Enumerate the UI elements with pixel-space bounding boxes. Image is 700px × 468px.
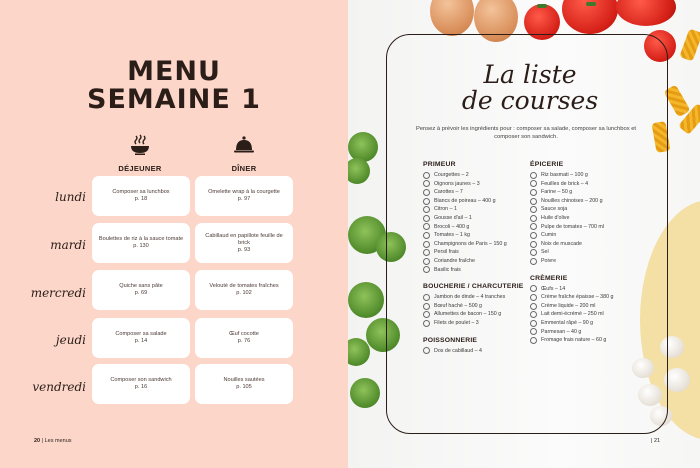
meal-card-mercredi-dejeuner — [92, 270, 190, 310]
folio-separator: | — [40, 438, 45, 444]
checkbox-icon[interactable] — [530, 311, 537, 318]
menu-title — [0, 58, 348, 114]
meal-page: p. 97 — [237, 196, 251, 202]
folio-section: Les menus — [44, 438, 72, 444]
checkbox-icon[interactable] — [530, 303, 537, 310]
checkbox-icon[interactable] — [423, 223, 430, 230]
section-heading: CRÈMERIE — [530, 274, 568, 282]
list-item[interactable]: Nouilles chinoises – 200 g — [530, 197, 642, 206]
checkbox-icon[interactable] — [423, 198, 430, 205]
meal-page: p. 16 — [134, 384, 148, 390]
meal-name: Boulettes de riz à la sauce tomate — [98, 236, 184, 242]
checkbox-icon[interactable] — [530, 198, 537, 205]
meal-name: Omelette wrap à la courgette — [208, 189, 280, 195]
checkbox-icon[interactable] — [423, 347, 430, 354]
steaming-bowl-icon — [129, 134, 151, 156]
checkbox-icon[interactable] — [530, 172, 537, 179]
checkbox-icon[interactable] — [423, 249, 430, 256]
list-item[interactable]: Crème fraîche épaisse – 380 g — [530, 293, 642, 302]
section-heading: ÉPICERIE — [530, 161, 564, 168]
checkbox-icon[interactable] — [423, 311, 430, 318]
section-heading: PRIMEUR — [423, 161, 456, 168]
checkbox-icon[interactable] — [530, 241, 537, 248]
list-item[interactable]: Riz basmati – 100 g — [530, 171, 642, 180]
list-item[interactable]: Huile d'olive — [530, 214, 642, 223]
meal-page: p. 18 — [134, 196, 148, 202]
meal-card-lundi-diner — [195, 176, 293, 216]
list-item[interactable]: Pulpe de tomates – 700 ml — [530, 223, 642, 232]
day-label-mercredi: mercredi — [30, 286, 86, 300]
list-item[interactable]: Sauce soja — [530, 205, 642, 214]
list-item[interactable]: Dos de cabillaud – 4 — [423, 347, 535, 356]
checkbox-icon[interactable] — [423, 294, 430, 301]
meal-card-jeudi-dejeuner — [92, 318, 190, 358]
meal-card-vendredi-diner — [195, 364, 293, 404]
checkbox-icon[interactable] — [530, 180, 537, 187]
broccoli-decoration — [348, 282, 384, 318]
checkbox-icon[interactable] — [423, 241, 430, 248]
checkbox-icon[interactable] — [530, 215, 537, 222]
list-item[interactable]: Lait demi-écrémé – 250 ml — [530, 310, 642, 319]
meal-card-mardi-dejeuner — [92, 223, 190, 263]
day-label-lundi: lundi — [55, 190, 86, 204]
list-title-line1: La liste — [483, 60, 577, 89]
checkbox-icon[interactable] — [423, 180, 430, 187]
shopping-list-intro: Pensez à prévoir les ingrédients pour : composer sa salade, composer sa lunchbox et composer son sandwich. — [415, 126, 637, 140]
list-item[interactable]: Cumin — [530, 231, 642, 240]
checkbox-icon[interactable] — [530, 258, 537, 265]
list-item[interactable]: Sel — [530, 248, 642, 257]
checkbox-icon[interactable] — [423, 266, 430, 273]
list-item[interactable]: Persil frais — [423, 248, 535, 257]
list-item[interactable]: Blancs de poireau – 400 g — [423, 197, 535, 206]
day-label-jeudi: jeudi — [55, 333, 86, 347]
checkbox-icon[interactable] — [423, 206, 430, 213]
meal-card-jeudi-diner — [195, 318, 293, 358]
checkbox-icon[interactable] — [423, 215, 430, 222]
checkbox-icon[interactable] — [530, 232, 537, 239]
broccoli-decoration — [348, 338, 370, 366]
list-item[interactable]: Parmesan – 40 g — [530, 328, 642, 337]
list-item[interactable]: Oignons jaunes – 3 — [423, 180, 535, 189]
meal-card-lundi-dejeuner — [92, 176, 190, 216]
list-item[interactable]: Crème liquide – 200 ml — [530, 302, 642, 311]
list-item[interactable]: Tomates – 1 kg — [423, 231, 535, 240]
page-folio-left — [34, 438, 72, 444]
broccoli-decoration — [350, 378, 380, 408]
column-header-diner — [194, 134, 294, 176]
list-item[interactable]: Poivre — [530, 257, 642, 266]
checkbox-icon[interactable] — [530, 337, 537, 344]
section-boucherie — [423, 283, 535, 327]
checkbox-icon[interactable] — [423, 258, 430, 265]
list-item[interactable]: Champignons de Paris – 150 g — [423, 240, 535, 249]
meal-name: Cabillaud en papillote feuille de brick — [205, 232, 283, 246]
meal-page: p. 93 — [237, 246, 251, 253]
section-epicerie — [530, 161, 642, 266]
list-item[interactable]: Filets de poulet – 3 — [423, 319, 535, 328]
column-header-dejeuner — [90, 134, 190, 176]
shopping-list-title — [440, 62, 620, 114]
list-item[interactable]: Farine – 50 g — [530, 188, 642, 197]
list-item[interactable]: Feuilles de brick – 4 — [530, 180, 642, 189]
checkbox-icon[interactable] — [530, 285, 537, 292]
diner-label: DÎNER — [231, 164, 257, 173]
checkbox-icon[interactable] — [530, 294, 537, 301]
list-item[interactable]: Œufs – 14 — [530, 285, 642, 294]
cloche-icon — [233, 134, 255, 156]
dejeuner-label: DÉJEUNER — [118, 164, 162, 173]
meal-page: p. 102 — [236, 290, 252, 296]
checkbox-icon[interactable] — [423, 303, 430, 310]
meal-card-mardi-diner — [195, 223, 293, 263]
meal-name: Composer sa lunchbox — [112, 189, 170, 195]
list-item[interactable]: Carottes – 7 — [423, 188, 535, 197]
page-folio-right: | 21 — [651, 438, 661, 444]
meal-name: Œuf cocotte — [229, 331, 259, 337]
checkbox-icon[interactable] — [530, 189, 537, 196]
checkbox-icon[interactable] — [530, 206, 537, 213]
list-column-left — [423, 161, 535, 364]
meal-page: p. 105 — [236, 384, 252, 390]
meal-card-vendredi-dejeuner — [92, 364, 190, 404]
checkbox-icon[interactable] — [423, 172, 430, 179]
list-item[interactable]: Citron – 1 — [423, 205, 535, 214]
egg-decoration — [430, 0, 474, 36]
list-item[interactable]: Gousse d'ail – 1 — [423, 214, 535, 223]
list-title-line2: de courses — [461, 86, 599, 115]
list-item[interactable]: Allumettes de bacon – 150 g — [423, 310, 535, 319]
meal-name: Quiche sans pâte — [119, 283, 163, 289]
broccoli-decoration — [348, 158, 370, 184]
stem-decoration — [586, 2, 596, 6]
list-item[interactable]: Coriandre fraîche — [423, 257, 535, 266]
section-cremerie — [530, 275, 642, 345]
list-item[interactable]: Fromage frais nature – 60 g — [530, 336, 642, 345]
list-item[interactable]: Brocoli – 400 g — [423, 223, 535, 232]
checkbox-icon[interactable] — [423, 189, 430, 196]
meal-name: Nouilles sautées — [223, 377, 265, 383]
meal-page: p. 14 — [134, 338, 148, 344]
list-item[interactable]: Noix de muscade — [530, 240, 642, 249]
list-item[interactable]: Basilic frais — [423, 266, 535, 275]
page-number-left: 20 — [34, 438, 41, 444]
meal-page: p. 76 — [237, 338, 251, 344]
checkbox-icon[interactable] — [530, 223, 537, 230]
section-primeur — [423, 161, 535, 274]
meal-name: Composer sa salade — [115, 331, 167, 337]
section-poissonnerie — [423, 337, 535, 356]
section-heading: POISSONNERIE — [423, 336, 478, 344]
tomato-decoration — [616, 0, 676, 26]
checkbox-icon[interactable] — [530, 328, 537, 335]
meal-name: Velouté de tomates fraîches — [209, 283, 279, 289]
checkbox-icon[interactable] — [530, 249, 537, 256]
menu-page — [0, 0, 348, 468]
checkbox-icon[interactable] — [423, 320, 430, 327]
list-item[interactable]: Bœuf haché – 500 g — [423, 302, 535, 311]
day-label-vendredi: vendredi — [32, 380, 86, 394]
meal-page: p. 69 — [134, 290, 148, 296]
list-column-right — [530, 161, 642, 354]
meal-page: p. 130 — [133, 243, 149, 249]
list-item[interactable]: Emmental râpé – 90 g — [530, 319, 642, 328]
day-label-mardi: mardi — [50, 238, 86, 252]
menu-title-line2: SEMAINE 1 — [87, 84, 261, 115]
list-item[interactable]: Jambon de dinde – 4 tranches — [423, 293, 535, 302]
list-item[interactable]: Courgettes – 2 — [423, 171, 535, 180]
menu-title-line1: MENU — [127, 56, 221, 87]
pasta-decoration — [679, 29, 700, 62]
checkbox-icon[interactable] — [530, 320, 537, 327]
stem-decoration — [537, 4, 547, 8]
section-heading: BOUCHERIE / CHARCUTERIE — [423, 283, 524, 291]
meal-name: Composer son sandwich — [110, 377, 172, 383]
meal-card-mercredi-diner — [195, 270, 293, 310]
checkbox-icon[interactable] — [423, 232, 430, 239]
